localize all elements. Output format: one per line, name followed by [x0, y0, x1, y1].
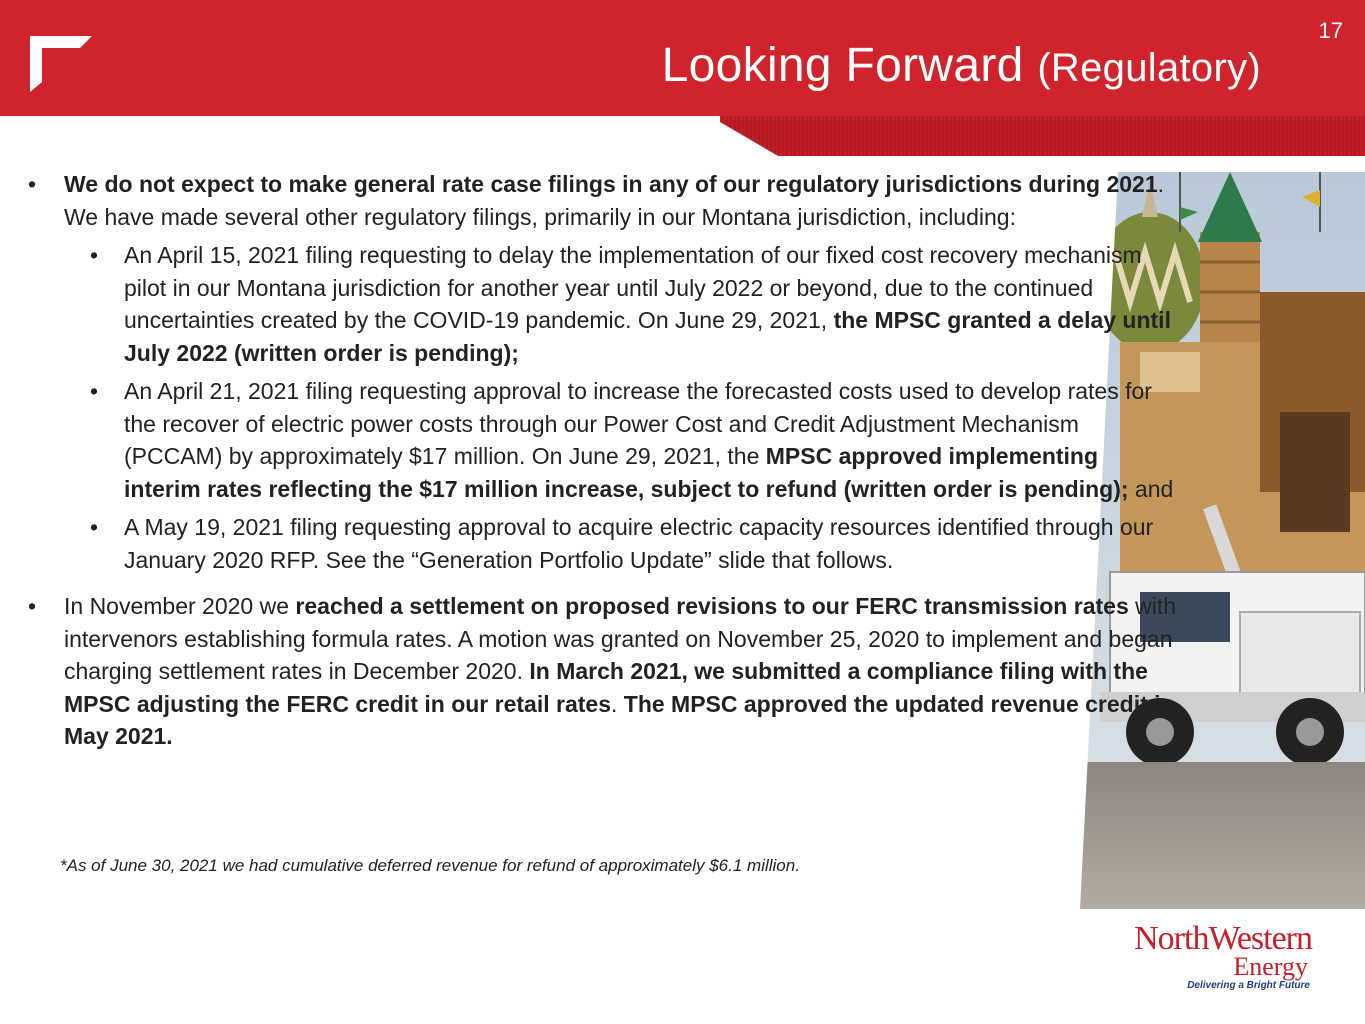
- bullet-item: [28, 590, 1178, 753]
- bullet-text: [64, 171, 1164, 230]
- bullet-text: [64, 593, 1176, 749]
- bullet-text-part: An April 21, 2021 filing requesting approval to increase the forecasted costs used to develop rates for the recover of electric power costs through our Power Cost and Credit Adjustment Mechanism (PCCAM) by approximately $17 million. On June 29, 2021, the: [124, 378, 1152, 469]
- spacer: [28, 576, 1178, 590]
- slide-content: [28, 168, 1178, 753]
- bullet-dot: •: [90, 514, 99, 540]
- logo-tagline: Delivering a Bright Future: [1187, 980, 1310, 991]
- header-band-gap: [0, 116, 720, 124]
- title-sub: (Regulatory): [1037, 46, 1261, 90]
- bullet-text-part: In March 2021, we submitted a compliance filing with the MPSC adjusting the FERC credit in our retail rates: [64, 658, 1148, 717]
- sub-bullet-item: [28, 375, 1178, 505]
- sub-bullet-item: [28, 511, 1178, 576]
- bullet-dot: •: [90, 242, 99, 268]
- bullet-text-part: and: [1128, 475, 1174, 502]
- bullet-dot: •: [28, 593, 37, 619]
- bullet-text-part: A May 19, 2021 filing requesting approval to acquire electric capacity resources identified through our January 2020 RFP. See the “Generation Portfolio Update” slide that follows.: [124, 514, 1154, 573]
- bullet-text-part: reached a settlement on proposed revisions to our FERC transmission rates: [295, 593, 1129, 619]
- bullet-dot: •: [90, 378, 99, 404]
- bullet-text-part: . We have made several other regulatory filings, primarily in our Montana jurisdiction, including:: [64, 171, 1165, 230]
- bullet-text-part: An April 15, 2021 filing requesting to delay the implementation of our fixed cost recovery mechanism pilot in our Montana jurisdiction for another year until July 2022 or beyond, due to the continued uncertainties created by the COVID-19 pandemic. On June 29, 2021,: [124, 242, 1142, 333]
- logo-name: NorthWestern: [1134, 920, 1312, 957]
- bullet-item: [28, 168, 1178, 233]
- bullet-text-part: We do not expect to make general rate case filings in any of our regulatory jurisdictions during 2021: [64, 171, 1158, 197]
- bullet-dot: •: [28, 171, 37, 197]
- bullet-text-part: The MPSC approved the updated revenue credit in May 2021.: [64, 690, 1175, 749]
- bullet-text-part: the MPSC granted a delay until July 2022 (written order is pending);: [124, 307, 1171, 366]
- logo-energy: Energy: [1233, 952, 1308, 981]
- company-logo: [1134, 918, 1340, 998]
- bullet-text-part: In November 2020 we: [64, 593, 296, 619]
- bullet-text-part: with intervenors establishing formula rates. A motion was granted on November 25, 2020 to implement and began charging settlement rates in December 2020.: [64, 593, 1177, 684]
- bullet-text-part: MPSC approved implementing interim rates reflecting the $17 million increase, subject to refund (written order is pending);: [124, 443, 1129, 502]
- sub-bullet-item: [28, 239, 1178, 369]
- corner-mark-icon: [30, 36, 92, 92]
- footnote: *As of June 30, 2021 we had cumulative deferred revenue for refund of approximately $6.1 million.: [60, 856, 800, 875]
- page-number: 17: [1318, 18, 1343, 43]
- bullet-text-part: .: [610, 690, 624, 717]
- title-main: Looking Forward: [661, 39, 1024, 92]
- page-title: [662, 38, 1261, 93]
